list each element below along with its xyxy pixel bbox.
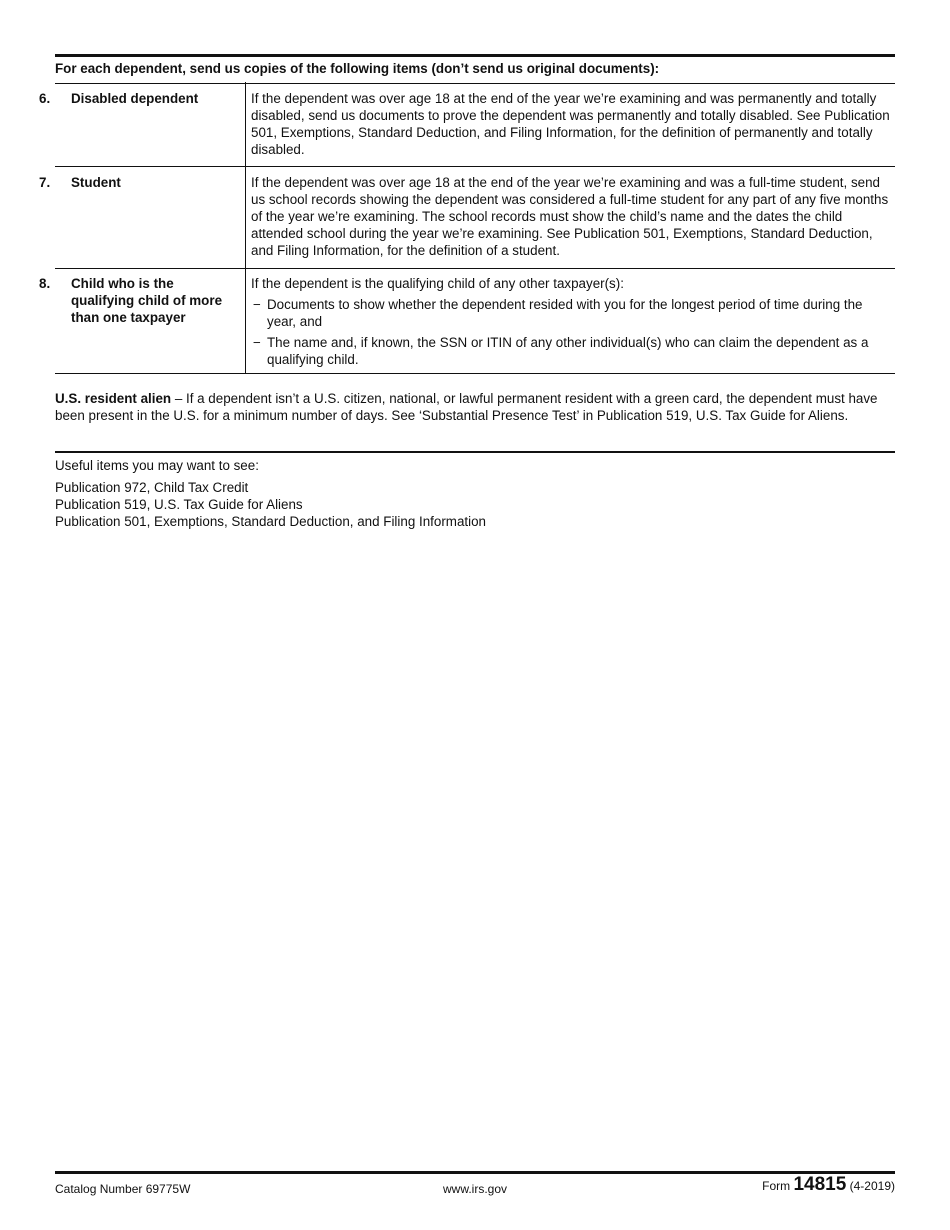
footer-rule xyxy=(55,1171,895,1174)
row-label xyxy=(39,90,237,107)
row-number: 7. xyxy=(39,175,51,190)
row-description: If the dependent was over age 18 at the end of the year we’re examining and was permanently and totally disabled, send us documents to prove the dependent was permanently and totally disabled. See Publication 501, Exemptions, Standard Deduction, and Filing Information, for the definition of permanently and totally disabled. xyxy=(251,91,890,157)
page-footer xyxy=(55,1176,895,1200)
bullet-item xyxy=(251,296,891,330)
resident-alien-title: U.S. resident alien xyxy=(55,391,172,406)
row-label xyxy=(39,275,237,326)
row-description xyxy=(251,275,891,368)
top-rule xyxy=(55,54,895,57)
row-description: If the dependent was over age 18 at the end of the year we’re examining and was a full-time student, send us school records showing the dependent was considered a full-time student for any part of any five months of the year we’re examining. The school records must show the child’s name and the dates the child attended school during the year we’re examining. See Publication 501, Exemptions, Standard Deduction, and Filing Information, for the definition of a student. xyxy=(251,175,889,258)
form-number: 14815 xyxy=(793,1174,847,1195)
dash-icon: − xyxy=(253,335,261,350)
bullet-item xyxy=(251,334,891,368)
row-divider xyxy=(55,83,895,84)
row-title: Child who is the qualifying child of more than one taxpayer xyxy=(71,276,223,325)
column-divider xyxy=(245,267,246,373)
row-intro: If the dependent is the qualifying child of any other taxpayer(s): xyxy=(251,276,624,291)
resident-alien-note xyxy=(55,390,895,424)
row-number: 8. xyxy=(39,276,51,291)
form-identifier xyxy=(762,1176,895,1195)
useful-items xyxy=(55,457,895,530)
table-bottom-rule xyxy=(55,373,895,374)
column-divider xyxy=(245,166,246,268)
useful-item: Publication 972, Child Tax Credit xyxy=(55,480,249,495)
form-revision: (4-2019) xyxy=(849,1179,895,1193)
dash-icon: − xyxy=(253,297,261,312)
bullet-text: Documents to show whether the dependent resided with you for the longest period of time during the year, and xyxy=(267,297,863,329)
form-word: Form xyxy=(762,1179,791,1193)
useful-item: Publication 501, Exemptions, Standard Deduction, and Filing Information xyxy=(55,514,486,529)
useful-items-heading: Useful items you may want to see: xyxy=(55,458,259,473)
row-divider xyxy=(55,268,895,269)
bullet-text: The name and, if known, the SSN or ITIN of any other individual(s) who can claim the dependent as a qualifying child. xyxy=(267,335,869,367)
row-label xyxy=(39,174,237,191)
row-number: 6. xyxy=(39,91,51,106)
website-link[interactable]: www.irs.gov xyxy=(442,1182,507,1196)
row-divider xyxy=(55,166,895,167)
row-title: Student xyxy=(71,175,121,190)
row-title: Disabled dependent xyxy=(71,91,199,106)
column-divider xyxy=(245,82,246,166)
table-header: For each dependent, send us copies of the following items (don’t send us original documents): xyxy=(55,61,660,76)
section-rule xyxy=(55,451,895,453)
resident-alien-text: – If a dependent isn’t a U.S. citizen, national, or lawful permanent resident with a green card, the dependent must have been present in the U.S. for a minimum number of days. See ‘Substantial Presence Test’ in Publication 519, U.S. Tax Guide for Aliens. xyxy=(55,391,878,423)
catalog-number: Catalog Number 69775W xyxy=(55,1182,191,1196)
useful-item: Publication 519, U.S. Tax Guide for Aliens xyxy=(55,497,303,512)
